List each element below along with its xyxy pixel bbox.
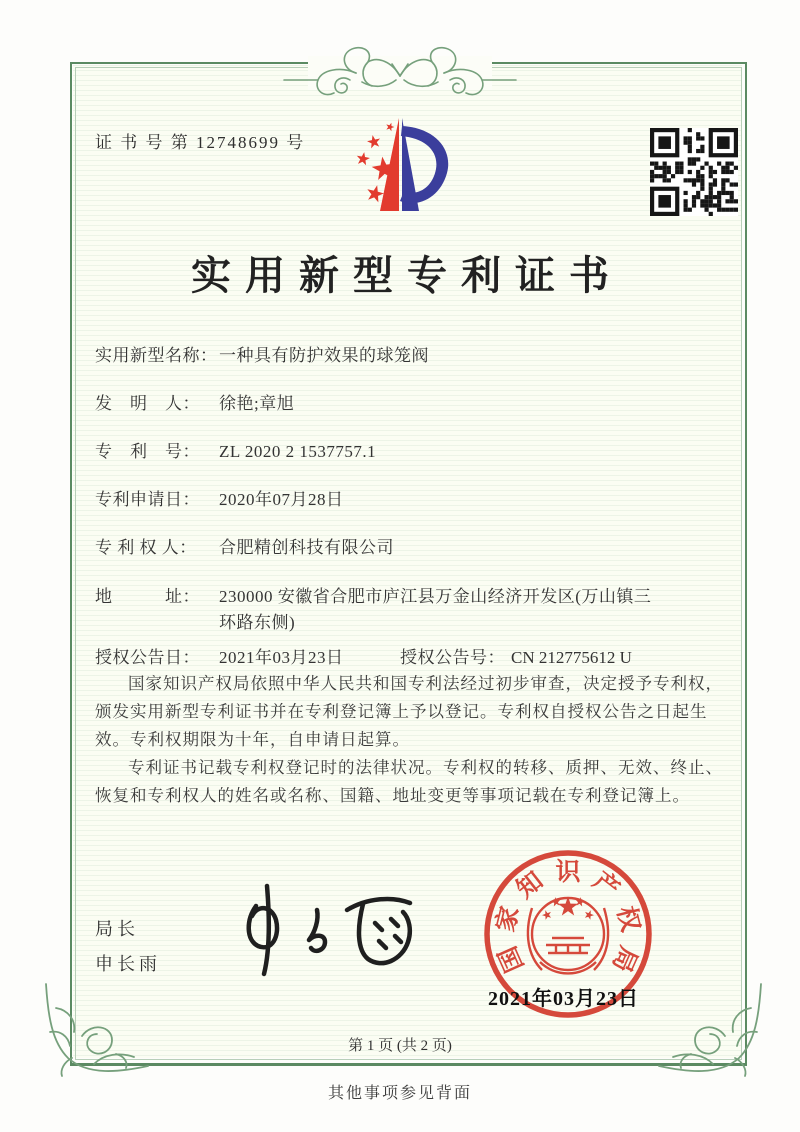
fields-block [95,344,655,670]
body-paragraph-1: 国家知识产权局依照中华人民共和国专利法经过初步审查，决定授予专利权，颁发实用新型专利证书并在专利登记簿上予以登记。专利权自授权公告之日起生效。专利权期限为十年，自申请日起算。 [95,674,723,749]
field-value: 合肥精创科技有限公司 [219,538,394,557]
field-row-patentee [95,536,655,560]
field-label: 专 利 号： [95,442,200,461]
qr-code [650,128,738,216]
field-row-grant [95,646,655,670]
national-emblem [528,896,608,973]
signer-title: 局长 [95,919,139,939]
grant-number: CN 212775612 U [511,648,632,667]
svg-text:家: 家 [492,903,525,935]
svg-text:识: 识 [555,859,581,886]
field-row-filing-date [95,488,655,512]
signature-handwriting [222,876,432,994]
field-value: 230000 安徽省合肥市庐江县万金山经济开发区(万山镇三环路东侧) [219,587,652,632]
top-ornament [282,40,518,106]
signer-name: 申长雨 [95,954,161,974]
svg-text:产: 产 [587,867,625,904]
field-value: ZL 2020 2 1537757.1 [219,442,377,461]
grant-number-pair [400,646,632,670]
field-value: 2020年07月28日 [219,490,344,509]
corner-ornament-right [655,980,771,1080]
field-label: 专利申请日： [95,490,200,509]
field-label: 发 明 人： [95,394,200,413]
field-label: 实用新型名称： [95,346,218,365]
field-value: 徐艳;章旭 [219,394,295,413]
seal-date: 2021年03月23日 [488,988,639,1010]
back-note: 其他事项参见背面 [327,1085,472,1102]
field-label: 地 址： [95,587,200,606]
grant-date: 2021年03月23日 [219,648,344,667]
field-row-patent-no [95,440,655,464]
field-row-address [95,584,655,636]
field-row-inventor [95,392,655,416]
svg-text:知: 知 [511,867,549,904]
body-paragraph-2: 专利证书记载专利权登记时的法律状况。专利权的转移、质押、无效、终止、恢复和专利权人的姓名或名称、国籍、地址变更等事项记载在专利登记簿上。 [95,758,723,805]
grant-number-label: 授权公告号： [400,648,505,667]
svg-text:国: 国 [494,942,530,976]
grant-date-label: 授权公告日： [95,648,200,667]
cnipa-logo [340,110,460,220]
field-label: 专 利 权 人： [95,538,197,557]
page-number: 第 1 页 (共 2 页) [348,1038,452,1054]
cert-number: 证 书 号 第 12748699 号 [95,133,306,152]
corner-ornament-left [36,980,152,1080]
field-row-name [95,344,655,368]
certificate-title: 实用新型专利证书 [191,253,623,298]
svg-text:权: 权 [611,903,644,935]
svg-text:局: 局 [606,942,642,976]
body-text [95,670,725,810]
field-value: 一种具有防护效果的球笼阀 [219,346,429,365]
